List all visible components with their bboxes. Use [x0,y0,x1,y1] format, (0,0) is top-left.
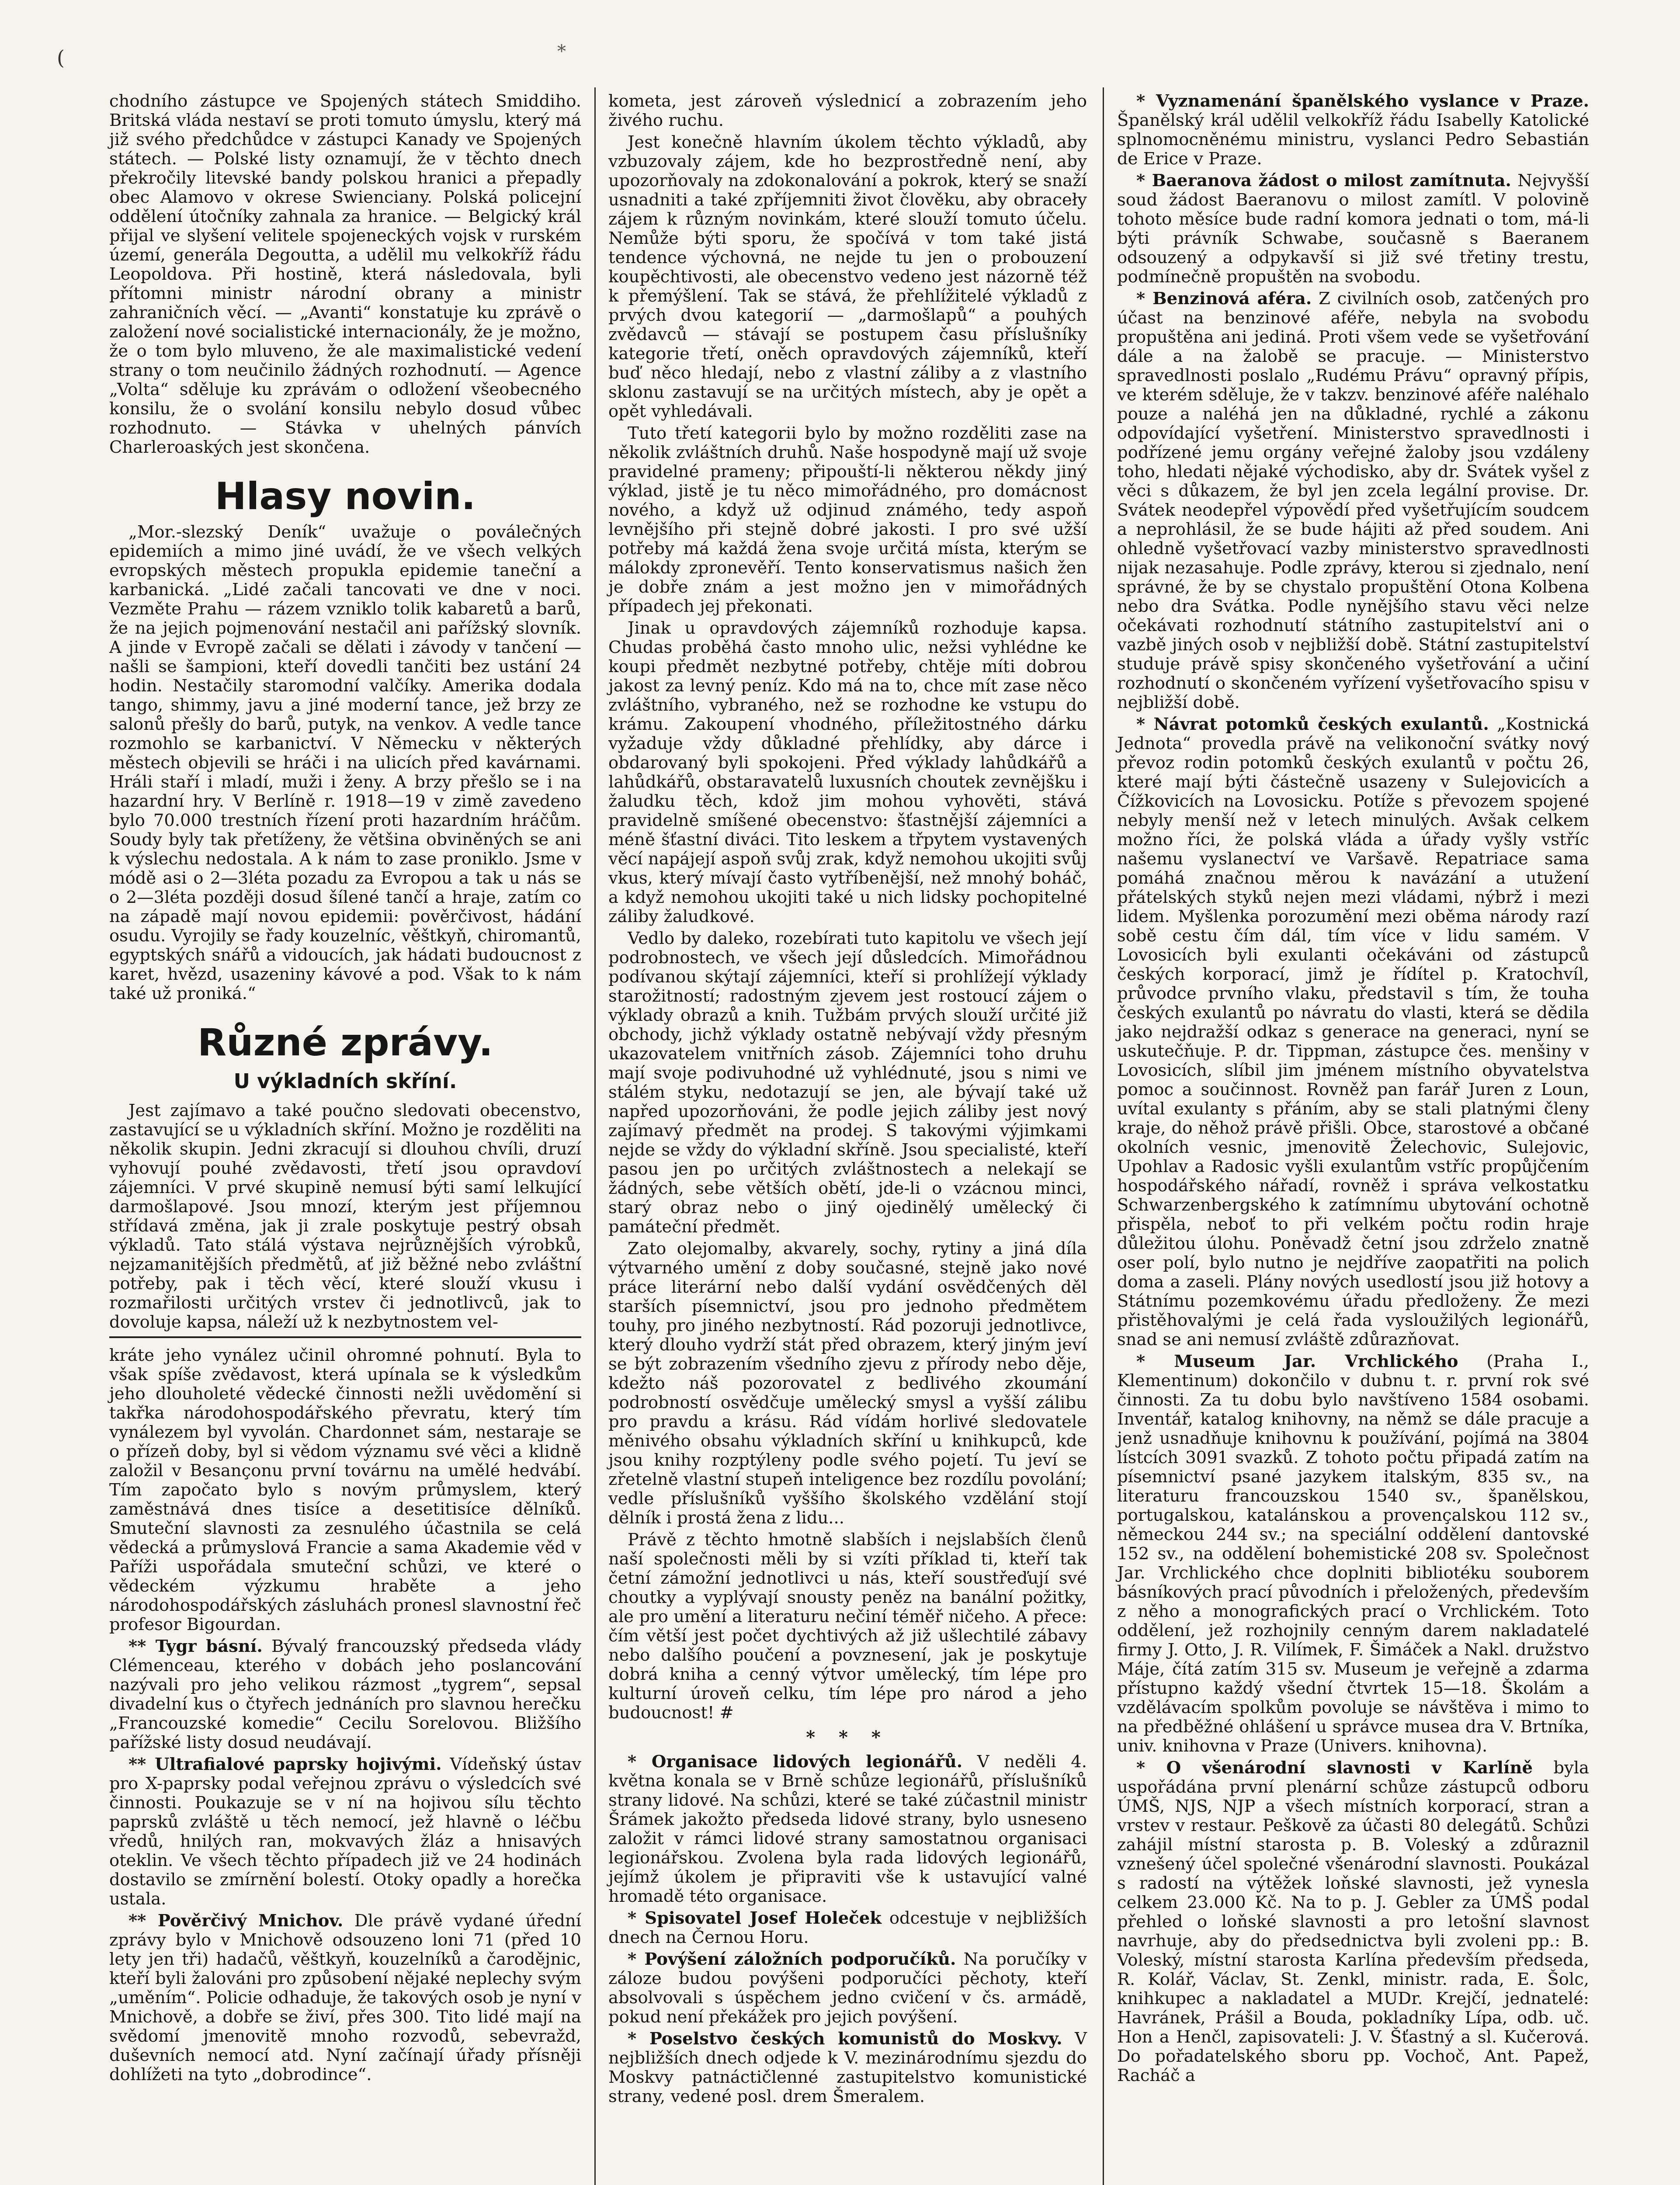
news-paragraph [608,1530,1087,1723]
item-heading-navrat-exulantu: * Návrat potomků českých exulantů. [1136,714,1489,734]
section-title-hlasy-novin: Hlasy novin. [215,475,476,518]
hash-mark: # [719,1703,734,1723]
section-title-ruzne-zpravy: Různé zprávy. [198,1021,493,1065]
item-heading-poselstvo: * Poselstvo českých komunistů do Moskvy. [628,2029,1062,2049]
item-text: byla uspořádána první plenární schůze zástupců odboru ÚMŠ, NJS, NJP a všech místních korporací, stran a vrstev v restaur. Peškově za účasti 80 delegátů. Schůzi zahájil místní starosta p. B. Voleský a zdůraznil vznešený účel společné všenárodní slavnosti. Poukázal s radostí na výtěžek loňské slavnosti, jež vynesla celkem 23.000 Kč. Na to p. J. Gebler za ÚMŠ podal přehled o loňské slavnosti a pro letošní slavnost navrhuje, aby do předsednictva byli zvoleni pp.: B. Voleský, místní starosta Karlína především předseda, R. Kolář, Václav, St. Zenkl, ministr. rada, E. Šolc, knihkupec a nakladatel a MUDr. Krejčí, jednatelé: Havránek, Prášil a Bouda, pokladníky Lípa, odb. uč. Hon a Henčl, zapisovateli: J. V. Šťastný a sl. Kučerová. Do pořadatelského sboru pp. Vochoč, Ant. Papež, Racháč a [1117,1758,1589,2085]
news-paragraph: Tuto třetí kategorii bylo by možno rozděliti zase na několik zvláštních druhů. Naše hospodyně mají už svoje pravidelné prameny; připouští-li některou někdy jiný výklad, jistě je tu něco mimořádného, pro domácnost nového, a když už odjinud známého, tedy aspoň levnějšího při stejně dobré jakosti. I pro své užší potřeby má každá žena svoje určitá místa, kterým se málokdy zpronevěří. Tento konservatismus našich žen je dobře znám a jest možno jen v mimořádných případech jej překonati. [608,423,1087,616]
column-2 [608,92,1087,2109]
item-heading-benzinova-afera: * Benzinová aféra. [1136,289,1312,309]
article-title-vykladni-skrine: U výkladních skříní. [233,1069,457,1093]
item-text: Z civilních osob, zatčených pro účast na benzinové aféře, nebyla na svobodu propuštěna ani jediná. Proti všem vede se vyšetřování dále a na žalobě se pracuje. — Ministerstvo spravedlnosti poslalo „Rudému Právu“ opravný přípis, ve kterém sděluje, že v takzv. benzinové aféře naléhalo pouze a naléhá jen na důkladné, rychlé a zákonu odpovídající vyšetření. Ministerstvo spravedlnosti i podřízené jemu orgány veřejné žaloby jsou vzdáleny toho, hledati nějaké východisko, aby dr. Svátek vyšel z věci s důkazem, že byl jen zcela legální provise. Dr. Svátek neodepřel výpovědí před vyšetřujícím soudcem a neprohlásil, že se bude hájiti až před soudem. Ani ohledně vyšetřovací vazby ministerstvo spravedlnosti nijak nezasahuje. Podle zprávy, kterou si zjednalo, není správné, že by se chystalo propuštění Otona Kolbena nebo dra Svátka. Podle nynějšího stavu věci nelze očekávati rozhodnutí státního zastupitelství ani o vazbě jiných osob v nejbližší době. Státní zastupitelství studuje právě spisy skončeného vyšetřování a učiní rozhodnutí o skončeném vyřízení vyšetřovacího spisu v nejbližší době. [1117,289,1589,712]
column-3 [1117,92,1589,2088]
item-text: odcestuje v nejbližších dnech na Černou Horu. [608,1908,1087,1947]
item-heading-museum-vrchlickeho: * Museum Jar. Vrchlického [1136,1352,1458,1371]
page-top-mark: * [557,42,566,62]
item-text: Nejvyšší soud žádost Baeranovu o milost zamítl. V polovině tohoto měsíce bude radní komora jednati o tom, má-li býti právník Schwabe, současně s Baeranem odsouzený a odpykavší si již své třetiny trestu, podmínečně propuštěn na svobodu. [1117,171,1589,287]
item-heading-legionari: * Organisace lidových legionářů. [628,1752,963,1772]
item-text: Dle právě vydané úřední zprávy bylo v Mnichově odsouzeno loni 71 (před 10 lety jen tři) hadačů, věštkyň, kouzelníků a čarodějnic, kteří byli žalováni pro způsobení nějaké neplechy svým „uměním“. Policie odhaduje, že takových osob je nyní v Mnichově, a dobře se živí, přes 300. Tito lidé mají na svědomí jmenovitě mnoho rozvodů, sebevražd, duševních nemocí atd. Nyní začínají úřady přísněji dohlížeti na tyto „dobrodince“. [109,1911,581,2084]
news-paragraph: chodního zástupce ve Spojených státech Smiddiho. Britská vláda nestaví se proti tomuto úmyslu, který má již svého předchůdce v zástupci Kanady ve Spojených státech. — Polské listy oznamují, že v těchto dnech překročily litevské bandy polskou hranici a přepadly obec Alamovo v okrese Swienciany. Polská policejní oddělení útočníky zahnala za hranice. — Belgický král přijal ve slyšení velitele spojeneckých vojsk v rurském území, generála Degoutta, a udělil mu velkokříž řádu Leopoldova. Při hostině, která následovala, byli přítomni ministr národní obrany a ministr zahraničních věcí. — „Avanti“ konstatuje ku zprávě o založení nové socialistické internacionály, že je možno, že o tom bylo mluveno, že ale maximalistické vedení strany o tom neučinilo žádných rozhodnutí. — Agence „Volta“ sděluje ku zprávám o odložení všeobecného konsilu, že o svolání konsilu nebylo dosud vůbec rozhodnuto. — Stávka v uhelných pánvích Charleroaských jest skončena. [109,91,581,457]
horizontal-rule [109,1336,581,1338]
news-paragraph: Vedlo by daleko, rozebírati tuto kapitolu ve všech její podrobnostech, ve všech její důsledcích. Mimořádnou podívanou skýtají zájemníci, kteří si prohlížejí výklady starožitností; radostným zjevem jest rostoucí zájem o výklady obrazů a knih. Tužbám prvých slouží určité již obchody, jichž výklady ostatně nebývají vždy přesným ukazovatelem vnitřních zásob. Zájemníci toho druhu mají svoje podivuhodné už vyhlédnuté, jsou s nimi ve stálém styku, nedotazují se jen, ale bývají také už napřed upozorňováni, že podle jejich záliby jest nový zajímavý předmět na prodej. S takovými výjimkami nejde se vždy do výkladní skříně. Jsou specialisté, kteří pasou jen po určitých zvláštnostech a nelekají se žádných, sebe větších obětí, jde-li o vzácnou minci, starý obraz nebo o jiný ojedinělý umělecký či památeční předmět. [608,929,1087,1237]
column-1 [109,92,581,2087]
item-heading-tygr: ** Tygr básní. [128,1637,263,1656]
item-heading-vsenarodni-slavnost: * O všenárodní slavnosti v Karlíně [1136,1758,1533,1778]
item-text: V nejbližších dnech odjede k V. mezinárodnímu sjezdu do Moskvy patnáctičlenné zastupitelstvo komunistické strany, vedené posl. drem Šmeralem. [608,2029,1087,2106]
news-paragraph: Zato olejomalby, akvarely, sochy, rytiny a jiná díla výtvarného umění z doby současné, stejně jako nové práce literární nebo další vydání osvědčených děl starších písemnictví, jsou pro jednoho předmětem touhy, pro jiného nezbytností. Rád pozoruji jednotlivce, který dlouho vydrží stát před obrazem, který jiným jeví se být zobrazením všedního zjevu z přírody nebo děje, kdežto náš pozorovatel z bedlivého zkoumání podrobností osvědčuje umělecký smysl a vyšší zálibu pro pravdu a krásu. Rád vídám horlivé sledovatele měnivého obsahu výkladních skříní u knihkupců, kde jsou knihy rozptýleny podle svého pojetí. Tu jeví se zřetelně vlastní stupeň inteligence bez rozdílu povolání; vedle příslušníků vyššího školského vzdělání stojí dělník i prostá žena z lidu... [608,1239,1087,1528]
item-text: (Praha I., Klementinum) dokončilo v dubnu t. r. první rok své činnosti. Za tu dobu bylo navštíveno 1584 osobami. Inventář, katalog knihovny, na němž se dále pracuje a jenž usnadňuje knihovnu k používání, pojímá na 3804 lístcích 3091 svazků. Z tohoto počtu připadá zatím na písemnictví psané jazykem italským, 835 sv., na literaturu francouzskou 1540 sv., španělskou, portugalskou, katalánskou a provençalskou 112 sv., německou 244 sv.; na speciální oddělení dantovské 152 sv., na oddělení bohemistické 208 sv. Společnost Jar. Vrchlického chce doplniti bibliotéku souborem básníkových prací původních i přeložených, především z něho a monografických prací o Vrchlickém. Toto oddělení, jež rozhojnily cenným darem nakladatelé firmy J. Otto, J. R. Vilímek, F. Šimáček a Nakl. družstvo Máje, čítá zatím 315 sv. Museum je veřejně a zdarma přístupno každý všední čtvrtek 15—18. Školám a vzdělávacím spolkům povoluje se návštěva i mimo to na předběžné ohlášení u správce musea dra V. Brtníka, univ. knihovna v Praze (Univers. knihovna). [1117,1352,1589,1756]
column-divider-left [594,87,596,2185]
item-text: Španělský král udělil velkokříž řádu Isabelly Katolické splnomocněnému ministru, vyslanci Pedro Sebastián de Erice v Praze. [1117,111,1589,169]
item-text: Právě z těchto hmotně slabších i nejslabších členů naší společnosti měli by si vzíti příklad ti, kteří tak četní zámožní jednotlivci u nás, kteří soustřeďují své choutky a vyplývají snousty peněz na banální požitky, ale pro umění a literaturu nečiní téměř ničeho. A přece: čím větší jest počet dychtivých až již ušlechtilé zábavy nebo dalšího poučení a povznesení, jak je poskytuje dobrá kniha a cenný výtvor umělecký, tím lépe pro kulturní úroveň celku, tím lépe pro národ a jeho budoucnost! [608,1530,1087,1723]
item-text: „Kostnická Jednota“ provedla právě na velikonoční svátky nový převoz rodin potomků českých exulantů v počtu 26, které mají býti částečně usazeny v Sulejovicích a Čížkovicích na Lovosicku. Potíže s převozem spojené nebyly menší než v letech minulých. Avšak celkem možno říci, že polská vláda a úřady vyšly vstříc našemu vyslanectví ve Varšavě. Repatriace sama pomáhá značnou měrou k navázání a utužení přátelských styků nejen mezi vládami, nýbrž i mezi lidem. Myšlenka porozumění mezi oběma národy razí sobě cestu čím dál, tím více v lidu samém. V Lovosicích byli exulanti očekáváni od zástupců českých korporací, jimž je řídítel p. Kratochvíl, průvodce prvního vlaku, představil s tím, že touha českých exulantů po návratu do vlasti, která se dědila jako nejdražší odkaz s generace na generaci, nyní se uskutečňuje. P. dr. Tippman, zástupce čes. menšiny v Lovosicích, slíbil jim jménem místního obyvatelstva pomoc a součinnost. Rovněž pan farář Juren z Loun, uvítal exulanty s přáním, aby se stali platnými členy kraje, do něhož právě přišli. Obce, starostové a občané okolních vesnic, jmenovitě Želechovic, Sulejovic, Upohlav a Radosic vyšli exulantům vstříc propůjčením hospodářského nářadí, rovněž i správa velkostatku Schwarzenbergského k zatímnímu ubytování ochotně přispěla, neboť to při velkém počtu rodin hraje důležitou úlohu. Poněvadž četní jsou zdrželo znatně oser polí, bylo nutno je nejdříve zaopatřiti na polich doma a zaseli. Plány nových usedlostí jsou již hotovy a Státnímu pozemkovému úřadu předloženy. Že mezi přistěhovalými je celá řada vysloužilých legionářů, snad se ani nemusí zvláště zdůrazňovat. [1117,714,1589,1349]
news-paragraph: kometa, jest zároveň výslednicí a zobrazením jeho živého ruchu. [608,91,1087,130]
item-text: Bývalý francouzský předseda vlády Clémenceau, kterého v dobách jeho poslancování nazývali pro jeho velikou rázmost „tygrem“, sepsal divadelní kus o čtyřech jednáních pro slavnou herečku „Francouzské komedie“ Cecilu Sorelovou. Bližšího pařížské listy dosud neudávají. [109,1637,581,1752]
news-paragraph: Jinak u opravdových zájemníků rozhoduje kapsa. Chudas proběhá často mnoho ulic, nežsi vyhlédne ke koupi předmět nezbytné potřeby, chtěje míti dobrou jakost za levný peníz. Kdo má na to, chce mít zase něco zvláštního, vybraného, než se rozhodne ke vstupu do krámu. Zakoupení vhodného, příležitostného dárku vyžaduje vždy důkladné přehlídky, aby dárce i obdarovaný byli spokojeni. Před výklady lahůdkářů a lahůdkářů, obstaravatelů luxusních choutek zevnějšku i žaludku těch, kdož jim mohou vyhověti, stává pravidelně smíšené obecenstvo: šťastnější zájemníci a méně šťastní diváci. Tito leskem a třpytem vystavených věcí napájejí aspoň svůj zrak, když nemohou ukojiti svůj vkus, který mívají často vytříbenější, než mnohý boháč, a když nemohou ukojiti také u nich lidsky pochopitelné záliby žaludkové. [608,618,1087,926]
item-heading-holecek: * Spisovatel Josef Holeček [628,1908,882,1928]
news-paragraph: kráte jeho vynález učinil ohromné pohnutí. Byla to však spíše zvědavost, která upínala se k výsledkům jeho dlouholeté vědecké činnosti nežli uvědomění si takřka národohospodářského převratu, který tím vynálezem byl vyvolán. Chardonnet sám, nestaraje se o přízeň doby, byl si vědom významu své věci a klidně založil v Besançonu první továrnu na umělé hedvábí. Tím započato bylo s novým průmyslem, který zaměstnává dnes tisíce a desetitisíce dělníků. Smuteční slavnosti za zesnulého účastnila se celá vědecká a průmyslová Francie a sama Akademie věd v Paříži uspořádala smuteční schůzi, ve které o vědeckém výzkumu hraběte a jeho národohospodářských zásluhách pronesl slavnostní řeč profesor Bigourdan. [109,1346,581,1634]
page-corner-mark: ( [57,46,65,69]
column-divider-right [1103,87,1104,2185]
section-separator: * * * [806,1727,889,1748]
news-paragraph: Jest konečně hlavním úkolem těchto výkladů, aby vzbuzovaly zájem, kde ho bezprostředně není, aby upozorňovaly na zdokonalování a pokrok, který se snaží usnadniti a také zpříjemniti život člověku, aby obraceły zájem k různým novinkám, které slouží tomuto účelu. Nemůže býti sporu, že spočívá v tom také jistá tendence výchovná, ne nejde tu jen o probouzení koupěchtivosti, ale obecenstvo vedeno jest názorně též k přemýšlení. Tak se stává, že přehlížitelé výkladů z prvých dvou kategorií — „darmošlapů“ a pouhých zvědavců — stávají se postupem času příslušníky kategorie třetí, oněch opravdových zájemníků, kteří buď něco hledají, nebo z vlastní záliby a z vlastního sklonu zastavují se na určitých místech, aby je opět a opět vyhledávali. [608,132,1087,421]
news-paragraph: „Mor.-slezský Deník“ uvažuje o poválečných epidemiích a mimo jiné uvádí, že ve všech velkých evropských městech propukla epidemie taneční a karbanická. „Lidé začali tancovati ve dne v noci. Vezměte Prahu — rázem vzniklo tolik kabaretů a barů, že na jejich pojmenování nestačil ani pařížský slovník. A jinde v Evropě začali se dělati i závody v tančení — našli se šampioni, kteří dovedli tančiti bez ustání 24 hodin. Nestačily staromodní valčíky. Amerika dodala tango, shimmy, javu a jiné moderní tance, jež brzy ze salonů přešly do barů, putyk, na venkov. A vedle tance rozmohlo se karbanictví. V Německu v některých městech objevili se hráči i na ulicích před kavárnami. Hráli staří i mladí, muži i ženy. A brzy přešlo se i na hazardní hry. V Berlíně r. 1918—19 v zimě zavedeno bylo 70.000 trestních řízení proti hazardním hráčům. Soudy byly tak přetíženy, že většina obviněných se ani k výslechu nedostala. A k nám to zase proniklo. Jsme v módě asi o 2—3léta pozadu za Evropou a tak u nás se o 2—3léta později dosud šílené tančí a hraje, zatím co na západě mají novou epidemii: pověrčivost, hádání osudu. Vyrojily se řady kouzelníc, věštkyň, chiromantů, egyptských snářů a vidoucích, jak hádati budoucnost z karet, hvězd, usazeniny kávové a pod. Však to k nám také už proniká.“ [109,522,581,1003]
news-paragraph: Jest zajímavo a také poučno sledovati obecenstvo, zastavující se u výkladních skříní. Možno je rozděliti na několik skupin. Jedni zkracují si dlouhou chvíli, druzí vyhovují pouhé zvědavosti, třetí jsou opravdoví zájemníci. V prvé skupině nemusí býti samí lelkující darmošlapové. Jsou mnozí, kterým jest příjemnou střídavá změna, jak ji zrale poskytuje pestrý obsah výkladů. Tato stálá výstava nejrůznějších výrobků, nejzamanitějších předmětů, ať již běžné nebo zvláštní potřeby, pak i těch věcí, které slouží vkusu i rozmařilosti určitých vrstev či jednotlivců, jak to dovoluje kapsa, náleží už k nezbytnostem vel- [109,1101,581,1332]
item-heading-vyznamenani: * Vyznamenání španělského vyslance v Praze. [1136,91,1589,111]
item-text: Vídeňský ústav pro X-paprsky podal veřejnou zprávu o výsledcích své činnosti. Poukazuje se v ní na hojivou sílu těchto paprsků zvláště u těch nemocí, jež hlavně o léčbu vředů, hnilých ran, mokvavých žláz a hnisavých oteklin. Ve všech těchto případech již ve 24 hodinách dostavilo se zmírnění bolestí. Otoky opadly a horečka ustala. [109,1755,581,1909]
item-heading-ultrafialove: ** Ultrafialové paprsky hojivými. [128,1755,442,1774]
item-heading-baeran: * Baeranova žádost o milost zamítnuta. [1136,171,1511,191]
item-text: V neděli 4. května konala se v Brně schůze legionářů, příslušníků strany lidové. Na schůzi, které se také zúčastnil ministr Šrámek jakožto předseda lidové strany, bylo usneseno založit v rámci lidové strany samostatnou organisaci legionářskou. Zvolena byla rada lidových legionářů, jejímž úkolem je připraviti vše k ustavující valné hromadě této organisace. [608,1752,1087,1906]
item-heading-povyseni: * Povýšení záložních podporučíků. [628,1949,956,1969]
item-heading-povercivy-mnichov: ** Pověrčivý Mnichov. [128,1911,344,1931]
item-text: Na poručíky v záloze budou povýšeni podporučíci pěchoty, kteří absolvovali s úspěchem jedno cvičení v čs. armádě, pokud není překážek pro jejich povýšení. [608,1949,1087,2027]
